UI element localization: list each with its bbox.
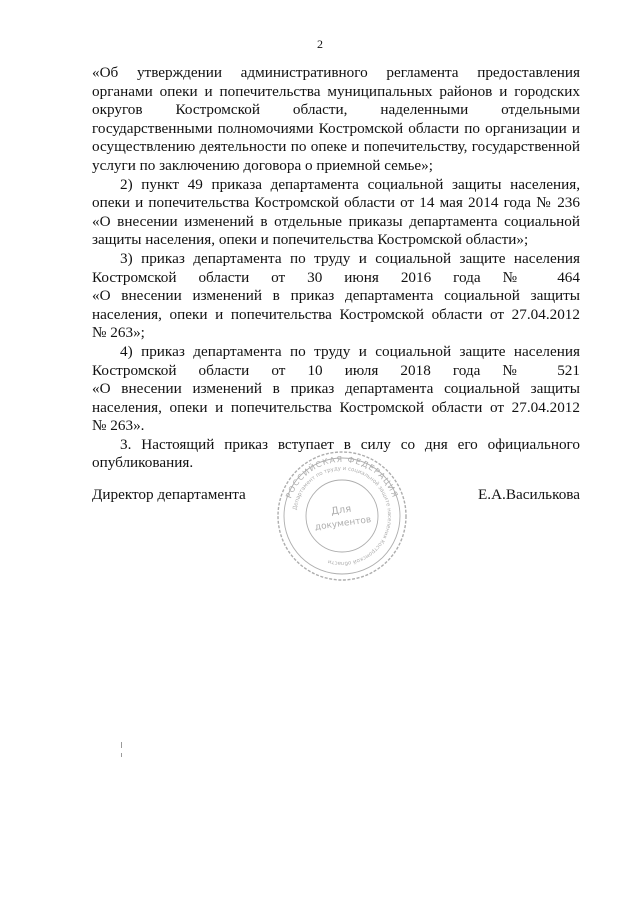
text-line: 2) пункт 49 приказа департамента социальной защиты населения,: [120, 175, 580, 193]
text-line: 3. Настоящий приказ вступает в силу со дня его официального: [120, 435, 580, 453]
official-seal-stamp: [274, 448, 410, 584]
document-body: [92, 64, 580, 473]
paragraph-4: [92, 343, 580, 436]
text-line: осуществлению деятельности по опеке и попечительству, государственной: [92, 138, 580, 156]
text-line: опубликования.: [92, 454, 194, 472]
text-line: 4) приказ департамента по труду и социальной защите населения: [120, 342, 580, 360]
paragraph-3: [92, 250, 580, 343]
text-line: «О внесении изменений в приказ департамента социальной защиты: [92, 287, 580, 305]
text-line: 3) приказ департамента по труду и социальной защите населения: [120, 249, 580, 267]
scan-artifact-mark: [121, 753, 122, 757]
seal-ring-text: Департамент по труду и социальной защите населения Костромской области: [292, 465, 393, 567]
text-line: Костромской области от 10 июля 2018 года № 521: [92, 361, 580, 379]
scan-artifact-mark: [121, 742, 122, 748]
seal-center-text-2: документов: [314, 515, 372, 533]
text-line: населения, опеки и попечительства Костромской области от 27.04.2012: [92, 305, 580, 323]
paragraph-1: [92, 64, 580, 176]
text-line: Костромской области от 30 июня 2016 года № 464: [92, 268, 580, 286]
text-line: государственными полномочиями Костромской области по организации и: [92, 119, 580, 137]
text-line: № 263».: [92, 417, 145, 435]
text-line: № 263»;: [92, 324, 145, 342]
seal-center-text-1: Для: [330, 503, 353, 518]
text-line: округов Костромской области, наделенными отдельными: [92, 101, 580, 119]
paragraph-2: [92, 176, 580, 250]
signatory-title: Директор департамента: [92, 486, 246, 503]
text-line: населения, опеки и попечительства Костромской области от 27.04.2012: [92, 398, 580, 416]
text-line: защиты населения, опеки и попечительства Костромской области»;: [92, 231, 529, 249]
seal-outer-text: РОССИЙСКАЯ ФЕДЕРАЦИЯ: [284, 454, 400, 500]
text-line: опеки и попечительства Костромской области от 14 мая 2014 года № 236: [92, 194, 580, 212]
text-line: органами опеки и попечительства муниципальных районов и городских: [92, 82, 580, 100]
signatory-name: Е.А.Василькова: [478, 486, 580, 503]
text-line: «О внесении изменений в приказ департамента социальной защиты: [92, 380, 580, 398]
text-line: «Об утверждении административного регламента предоставления: [92, 64, 580, 81]
seal-ring-text-line: [292, 466, 392, 566]
text-line: «О внесении изменений в отдельные приказы департамента социальной: [92, 212, 580, 230]
text-line: услуги по заключению договора о приемной семье»;: [92, 156, 433, 174]
page-number: 2: [317, 37, 323, 51]
